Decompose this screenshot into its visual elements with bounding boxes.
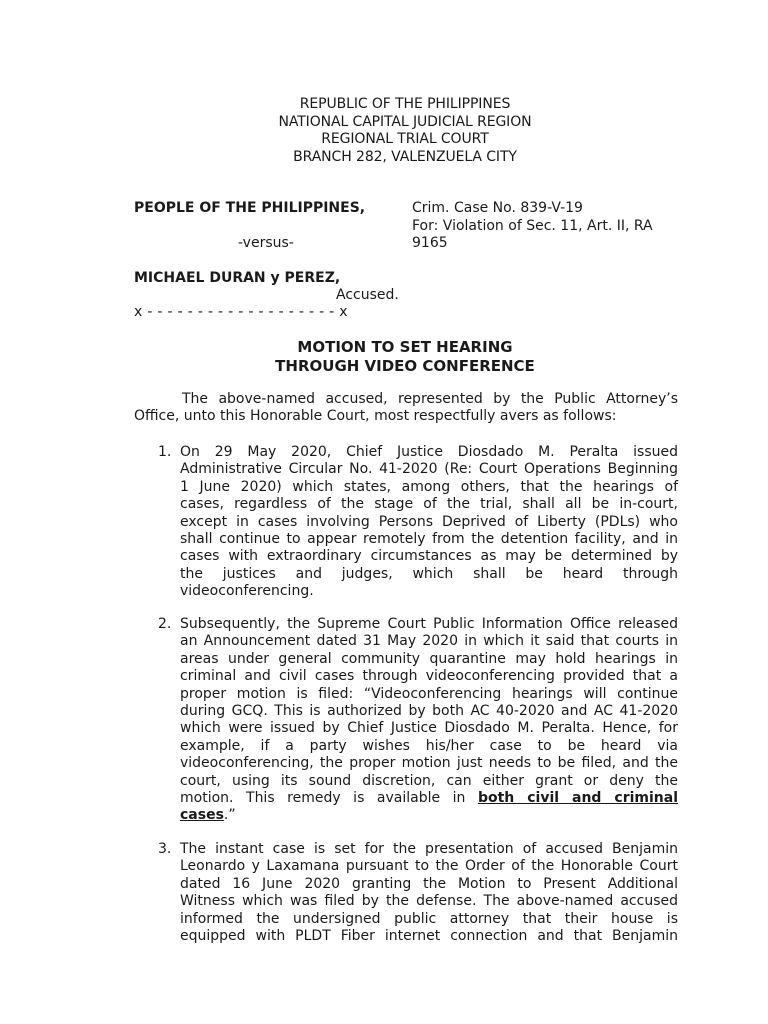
- case-number: Crim. Case No. 839-V-19: [412, 200, 583, 216]
- emphasis-text: both civil and criminal: [477, 789, 679, 806]
- motion-title-line1: MOTION TO SET HEARING: [297, 338, 513, 356]
- text-line: cases, regardless of the stage of the trial, shall all be in-court,: [180, 496, 678, 513]
- text-line: except in cases involving Persons Deprived of Liberty (PDLs) who: [180, 513, 678, 530]
- header-branch: BRANCH 282, VALENZUELA CITY: [293, 148, 517, 165]
- text-line: [180, 807, 678, 824]
- text-line: cases with extraordinary circumstances as may be determined by: [180, 548, 678, 565]
- plaintiff-name: PEOPLE OF THE PHILIPPINES,: [134, 200, 366, 216]
- text-line: the justices and judges, which shall be heard through: [180, 565, 678, 582]
- text-line: On 29 May 2020, Chief Justice Diosdado M. Peralta issued: [180, 444, 678, 460]
- text-line: informed the undersigned public attorney that their house is: [180, 910, 678, 927]
- text-line: [180, 790, 678, 807]
- case-details: [412, 200, 682, 253]
- text-line: an Announcement dated 31 May 2020 in which it said that courts in: [180, 633, 678, 650]
- text-line: criminal and civil cases through videoconferencing provided that a: [180, 668, 678, 685]
- text-line: Administrative Circular No. 41-2020 (Re: Court Operations Beginning: [180, 461, 678, 478]
- text-line: videoconferencing.: [180, 583, 314, 600]
- text-fragment: motion. This remedy is available in: [180, 789, 478, 806]
- accused-name: MICHAEL DURAN y PEREZ,: [134, 270, 341, 286]
- case-violation-line1: For: Violation of Sec. 11, Art. II, RA: [412, 217, 653, 234]
- motion-title-line2: THROUGH VIDEO CONFERENCE: [275, 357, 535, 375]
- item-number: 2.: [158, 616, 172, 632]
- item-number: 3.: [158, 841, 172, 857]
- text-line: areas under general community quarantine may hold hearings in: [180, 650, 678, 667]
- text-line: Subsequently, the Supreme Court Public Information Office released: [180, 616, 678, 632]
- text-line: during GCQ. This is authorized by both AC 40-2020 and AC 41-2020: [180, 702, 678, 719]
- item-text: [180, 616, 678, 825]
- text-line: 1 June 2020) which states, among others, that the hearings of: [180, 478, 678, 495]
- case-violation-line2: 9165: [412, 235, 448, 251]
- text-line: equipped with PLDT Fiber internet connection and that Benjamin: [180, 927, 678, 944]
- text-fragment: .”: [223, 807, 236, 824]
- item-number: 1.: [158, 444, 172, 460]
- text-line: Leonardo y Laxamana pursuant to the Order of the Honorable Court: [180, 858, 678, 875]
- text-line: example, if a party wishes his/her case to be heard via: [180, 737, 678, 754]
- accused-label: Accused.: [336, 287, 399, 303]
- text-line: which were issued by Chief Justice Diosdado M. Peralta. Hence, for: [180, 720, 678, 737]
- item-text: [180, 444, 678, 601]
- emphasis-text: cases: [180, 807, 224, 824]
- text-line: proper motion is filed: “Videoconferencing hearings will continue: [180, 685, 678, 702]
- header-court: REGIONAL TRIAL COURT: [321, 131, 489, 147]
- versus-label: -versus-: [238, 235, 294, 251]
- text-line: shall continue to appear remotely from the detention facility, and in: [180, 530, 678, 547]
- text-line: court, using its sound discretion, can either grant or deny the: [180, 772, 678, 789]
- header-republic: REPUBLIC OF THE PHILIPPINES: [299, 96, 511, 112]
- item-text: [180, 841, 678, 945]
- text-line: videoconferencing, the proper motion just needs to be filed, and the: [180, 755, 678, 772]
- caption-separator: x - - - - - - - - - - - - - - - - - - - x: [134, 304, 348, 320]
- text-line: Witness which was filed by the defense. The above-named accused: [180, 893, 678, 910]
- text-line: The instant case is set for the presentation of accused Benjamin: [180, 841, 678, 857]
- intro-paragraph: The above-named accused, represented by the Public Attorney’s Office, unto this Honorable Court, most respectfully avers as follows:: [134, 391, 678, 425]
- text-line: dated 16 June 2020 granting the Motion to Present Additional: [180, 875, 678, 892]
- header-judicial-region: NATIONAL CAPITAL JUDICIAL REGION: [278, 113, 532, 130]
- court-header: [0, 96, 768, 166]
